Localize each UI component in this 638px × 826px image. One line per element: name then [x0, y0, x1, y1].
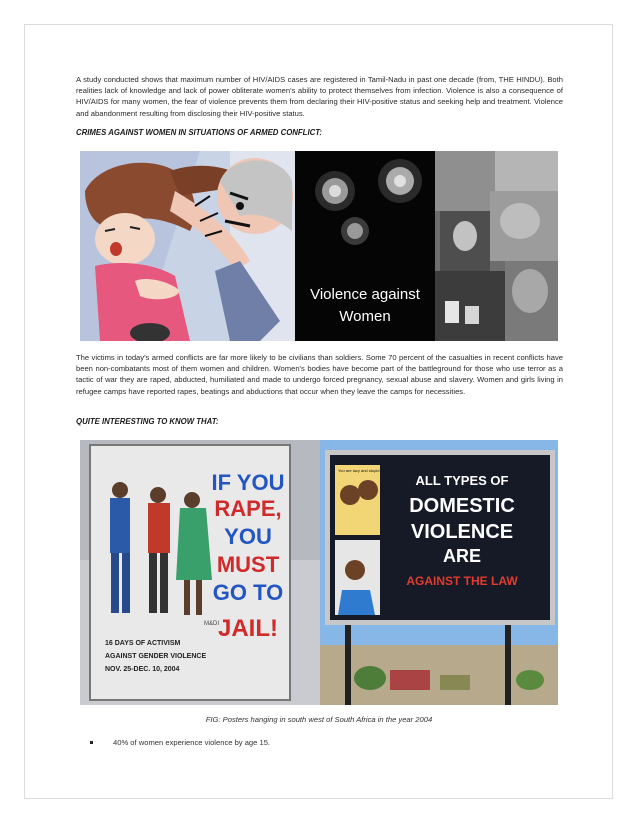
poster-left-line2: RAPE,: [214, 496, 282, 521]
poster-right-line3: VIOLENCE: [410, 521, 514, 543]
poster-left-small1: 16 DAYS OF ACTIVISM: [105, 640, 181, 647]
poster-right-line2: DOMESTIC: [409, 495, 515, 517]
bullet-item: [90, 738, 270, 747]
heading-armed-conflict: CRIMES AGAINST WOMEN IN SITUATIONS OF ARMED CONFLICT:: [76, 128, 323, 137]
poster-right-line4: ARE: [442, 546, 482, 566]
poster-left-line5: GO TO: [212, 580, 284, 605]
bullet-text: 40% of women experience violence by age 15.: [113, 738, 271, 747]
collage-overlay-line2: Women: [339, 308, 391, 325]
poster-left-logo: M&DI: [204, 621, 219, 627]
poster-left-line3: YOU: [224, 524, 272, 549]
poster-left-small3: NOV. 25-DEC. 10, 2004: [105, 666, 180, 673]
collage-image: [80, 151, 558, 341]
poster-right-line1: ALL TYPES OF: [415, 473, 509, 488]
poster-right-bubble: You are lazy and stupid: [338, 468, 380, 473]
poster-left-line1: IF YOU: [211, 470, 285, 495]
poster-left-small2: AGAINST GENDER VIOLENCE: [105, 653, 207, 660]
posters-image: [80, 440, 558, 705]
bullet-dot-icon: [90, 741, 93, 744]
victims-paragraph: The victims in today's armed conflicts are far more likely to be civilians than soldiers. Some 70 percent of the casualties in recent conflicts have been non-combatants most of them women and children. Women's bodies have become part of the battleground for those who use terror as a tactic of war they are raped, abducted, humiliated and made to undergo forced pregnancy, sexual abuse and slavery. Women and girls living in refugee camps have reported rapes, beatings and abductions that occur when they leave the camps for necessities.: [76, 353, 563, 396]
collage-overlay-line1: Violence against: [310, 286, 420, 303]
poster-left-line6: JAIL!: [218, 615, 278, 642]
poster-left-line4: MUST: [216, 552, 280, 577]
poster-right-line5: AGAINST THE LAW: [406, 574, 518, 588]
intro-paragraph: A study conducted shows that maximum number of HIV/AIDS cases are registered in Tamil-Nadu in past one decade (from, THE HINDU). Both realities lack of knowledge and lack of power obliterate women's ability to protect themselves from infection. Violence is also a consequence of HIV/AIDS for many women, the fear of violence prevents them from declaring their HIV-positive status and seeking help and treatment. Violence and abandonment resulting from disclosing their HIV-positive status.: [76, 75, 563, 118]
heading-interesting: QUITE INTERESTING TO KNOW THAT:: [76, 417, 219, 426]
poster-figures: [110, 482, 212, 615]
figure-caption: FIG: Posters hanging in south west of South Africa in the year 2004: [205, 715, 433, 724]
